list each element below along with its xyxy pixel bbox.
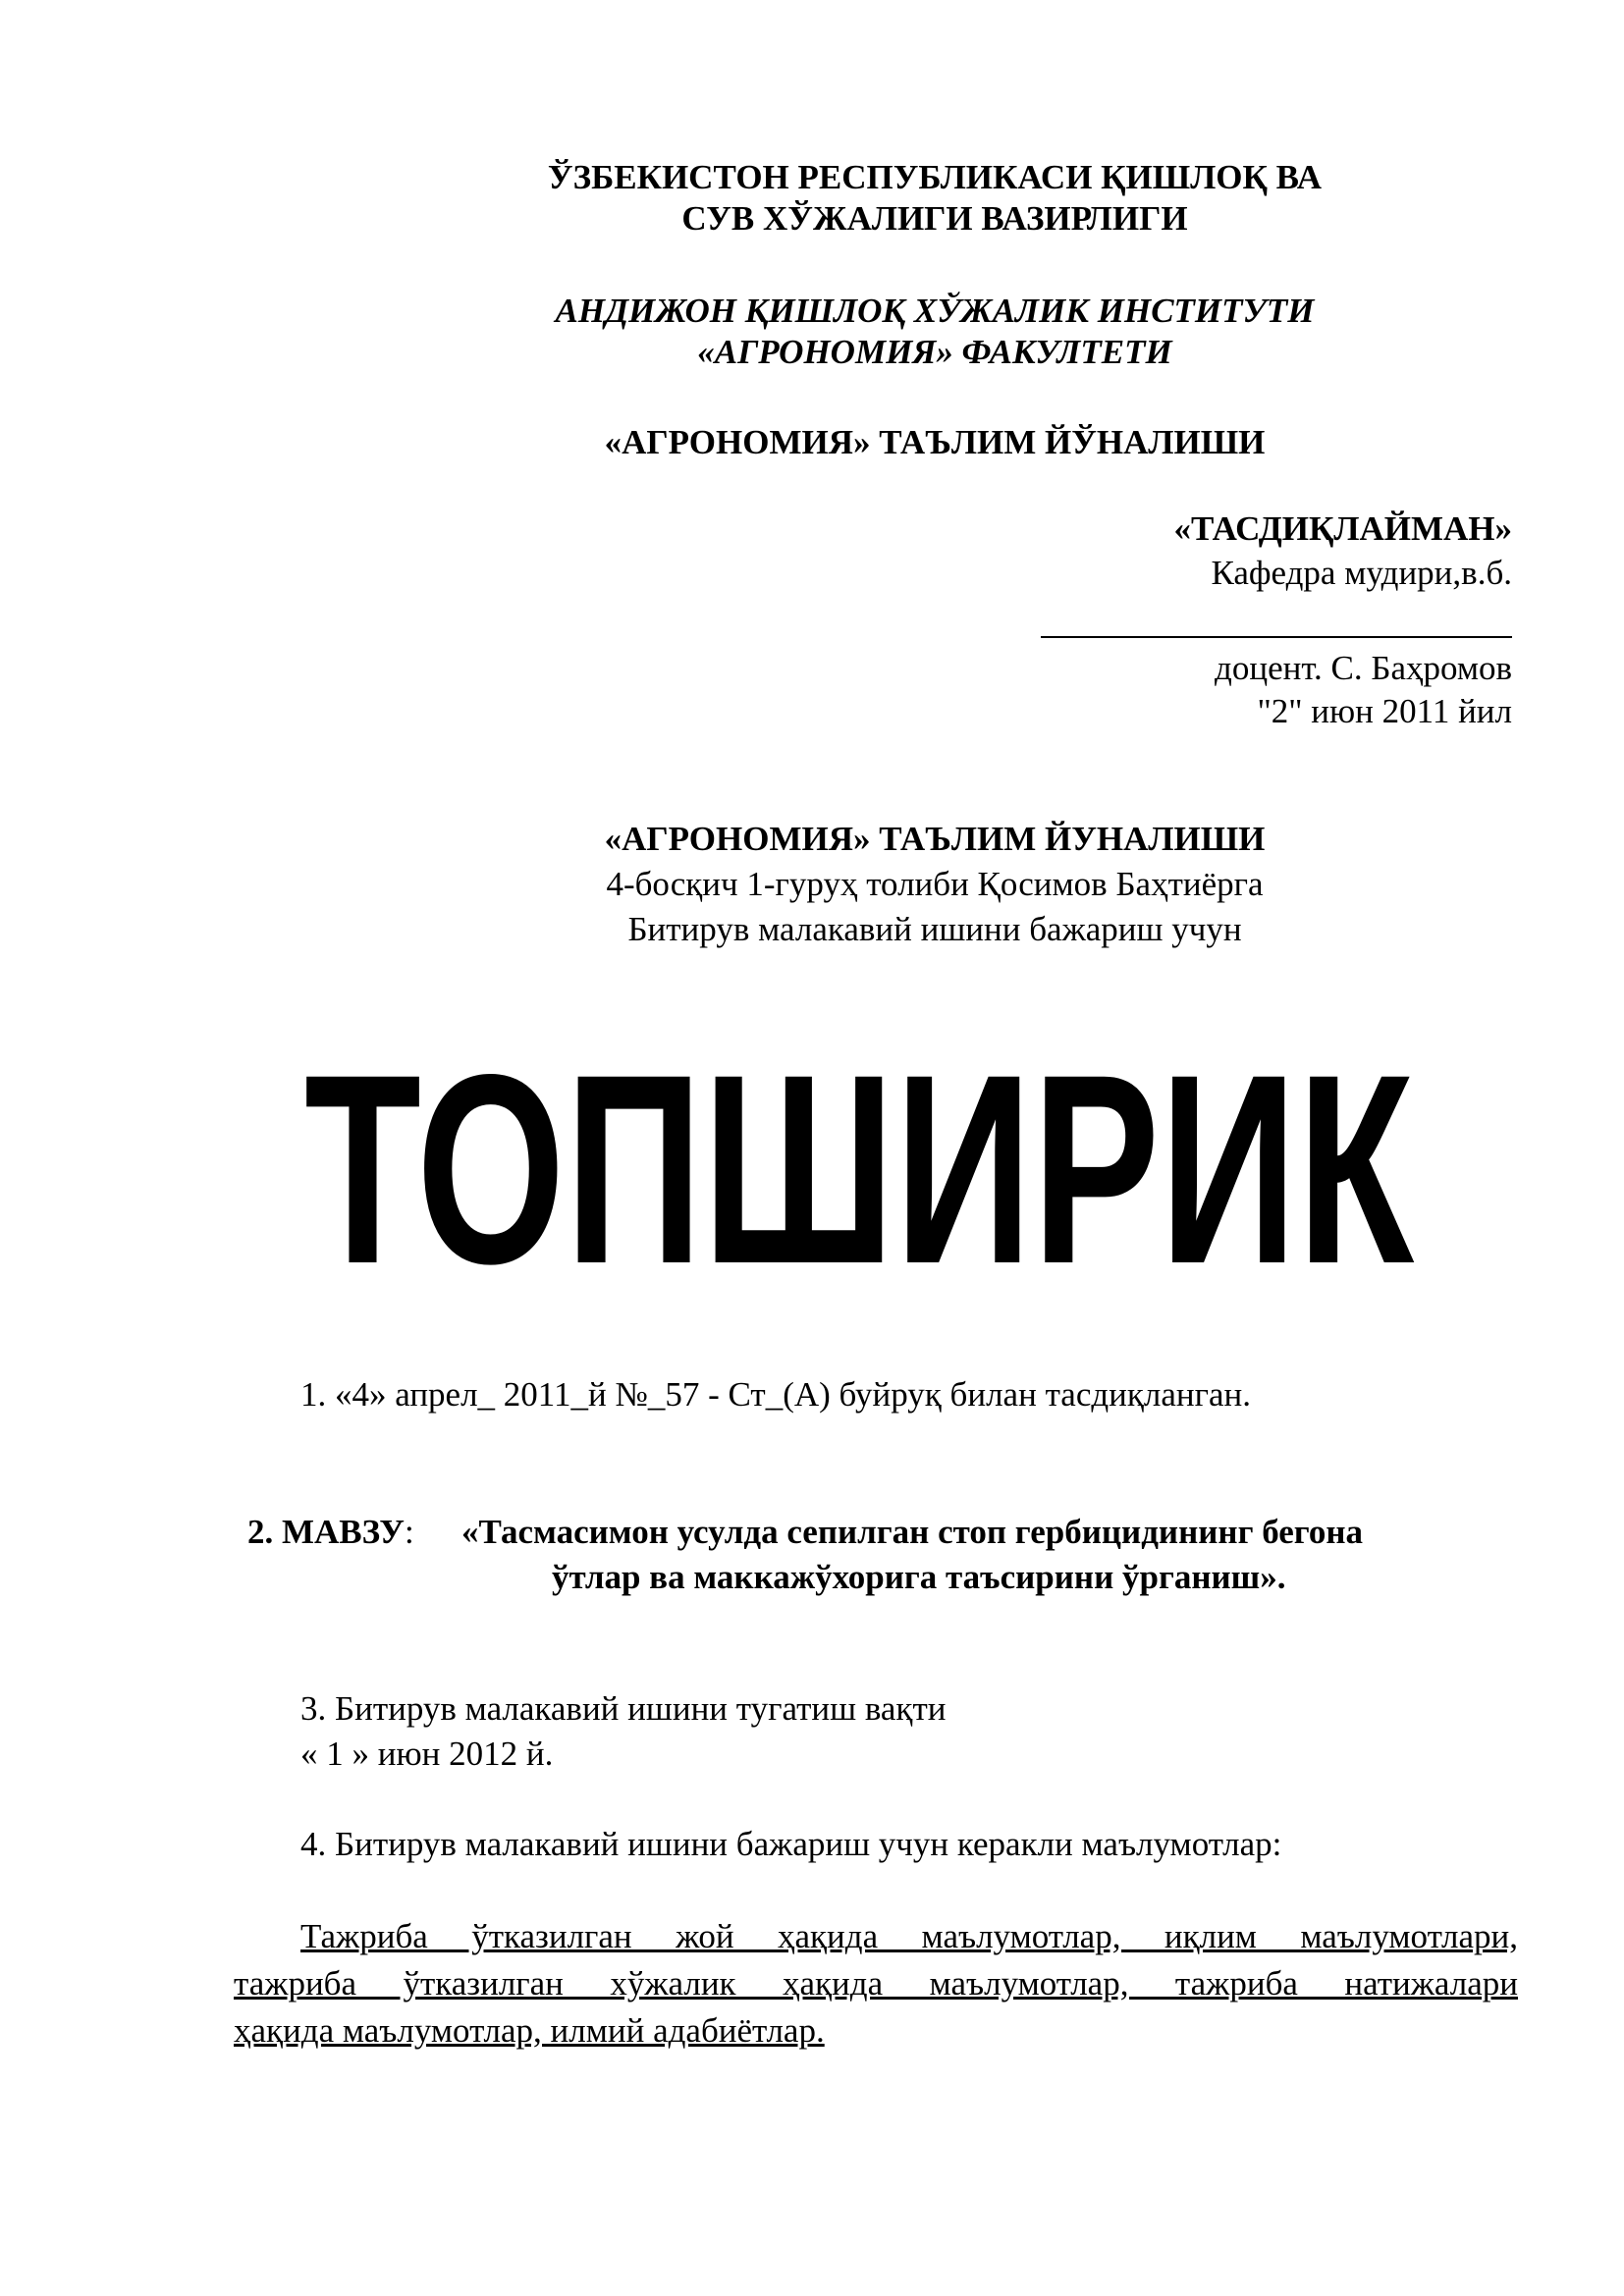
big-title-text: ТОПШИРИК	[304, 1017, 1417, 1320]
assignment-big-title	[285, 982, 1434, 1320]
ministry-line-2: СУВ ХЎЖАЛИГИ ВАЗИРЛИГИ	[681, 199, 1188, 238]
approval-signatory: доцент. С. Баҳромов	[1215, 649, 1512, 687]
deadline-line-2: « 1 » июн 2012 й.	[300, 1735, 554, 1773]
approval-position: Кафедра мудири,в.б.	[1211, 554, 1512, 592]
data-heading: 4. Битирув малакавий ишини бажариш учун керакли маълумотлар:	[300, 1825, 1282, 1863]
data-line-1: Тажриба ўтказилган жой ҳақида маълумотлар, иқлим маълумотлари,	[300, 1917, 1518, 1955]
topic-label-text: 2. МАВЗУ	[247, 1513, 405, 1551]
approval-date: "2" июн 2011 йил	[1257, 692, 1512, 730]
topic-label-sep: :	[404, 1513, 414, 1551]
approval-title: «ТАСДИҚЛАЙМАН»	[1173, 509, 1512, 548]
assignment-direction: «АГРОНОМИЯ» ТАЪЛИМ ЙУНАЛИШИ	[604, 820, 1266, 858]
direction-heading: «АГРОНОМИЯ» ТАЪЛИМ ЙЎНАЛИШИ	[604, 423, 1266, 461]
topic-line-2: ўтлар ва маккажўхорига таъсирини ўрганиш».	[552, 1558, 1286, 1596]
signature-line	[1041, 636, 1512, 638]
data-line-3: ҳақида маълумотлар, илмий адабиётлар.	[234, 2011, 825, 2050]
assignment-purpose: Битирув малакавий ишини бажариш учун	[627, 910, 1242, 948]
data-line-2: тажриба ўтказилган хўжалик ҳақида маълумотлар, тажриба натижалари	[234, 1964, 1518, 2002]
order-item: 1. «4» апрел_ 2011_й №_57 - Ст_(А) буйруқ билан тасдиқланган.	[300, 1375, 1252, 1414]
assignment-student: 4-босқич 1-гуруҳ толиби Қосимов Баҳтиёрга	[606, 865, 1264, 903]
topic-label	[247, 1512, 414, 1553]
deadline-line-1: 3. Битирув малакавий ишини тугатиш вақти	[300, 1689, 947, 1728]
institute-line-2: «АГРОНОМИЯ» ФАКУЛТЕТИ	[697, 333, 1172, 371]
topic-line-1: «Тасмасимон усулда сепилган стоп гербицидининг бегона	[461, 1513, 1363, 1551]
institute-line-1: АНДИЖОН ҚИШЛОҚ ХЎЖАЛИК ИНСТИТУТИ	[555, 292, 1315, 330]
ministry-line-1: ЎЗБЕКИСТОН РЕСПУБЛИКАСИ ҚИШЛОҚ ВА	[547, 158, 1323, 196]
